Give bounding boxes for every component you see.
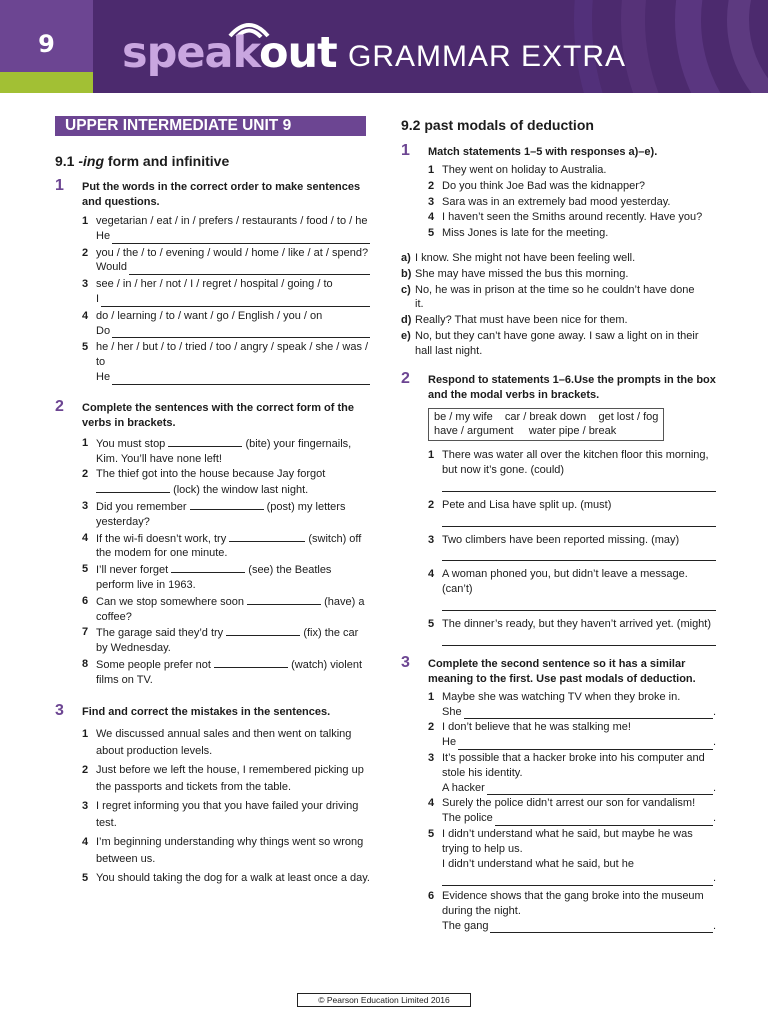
list-item: 3 I regret informing you that you have failed your driving test. <box>82 799 359 830</box>
exercise-items <box>82 214 370 385</box>
list-item: 1 Maybe she was watching TV when they broke in. She . <box>428 690 716 718</box>
gap-blank[interactable] <box>226 625 300 636</box>
list-item: 2 The thief got into the house because Jay forgot (lock) the window last night. <box>82 468 326 497</box>
logo-speak-text: speak <box>122 28 259 78</box>
list-item: a) I know. She might not have been feeling well. <box>401 251 636 264</box>
unit-number-box <box>0 0 93 72</box>
answer-line[interactable]: Would <box>96 260 370 275</box>
answer-line[interactable] <box>442 547 716 561</box>
exercise-9-1-2 <box>55 397 370 688</box>
exercise-items <box>82 726 370 888</box>
answer-line[interactable] <box>442 478 716 492</box>
list-item: d) Really? That must have been nice for them. <box>401 314 628 327</box>
answer-line[interactable]: She . <box>442 705 716 718</box>
exercise-number: 1 <box>55 177 64 194</box>
list-item: 6 Evidence shows that the gang broke into the museum during the night. The gang . <box>428 890 716 932</box>
answer-line[interactable]: The police . <box>442 812 716 825</box>
gap-blank[interactable] <box>229 531 305 542</box>
list-item: 2 Do you think Joe Bad was the kidnapper? <box>428 179 646 192</box>
answer-line[interactable]: Do <box>96 324 370 339</box>
exercise-items <box>428 690 716 934</box>
list-item: 2 I don’t believe that he was stalking me! He . <box>428 721 716 749</box>
answer-line[interactable] <box>442 513 716 527</box>
list-item: 4 do / learning / to / want / go / English / you / on Do <box>82 309 370 339</box>
list-item: 7 The garage said they’d try (fix) the car by Wednesday. <box>82 626 359 655</box>
list-item: 4 I haven’t seen the Smiths around recently. Have you? <box>428 211 703 224</box>
list-item: b) She may have missed the bus this morning. <box>401 267 629 280</box>
answer-line[interactable]: He <box>96 370 370 385</box>
exercise-9-2-3 <box>401 653 716 934</box>
section-title-9-1: 9.1 -ing form and infinitive <box>55 153 230 169</box>
exercise-instruction: Put the words in the correct order to make sentences and questions. <box>82 181 361 208</box>
exercise-instruction: Complete the sentences with the correct form of the verbs in brackets. <box>82 401 354 429</box>
header-title: GRAMMAR EXTRA <box>348 40 627 73</box>
list-item: 8 Some people prefer not (watch) violent films on TV. <box>82 657 363 686</box>
list-item: 1 There was water all over the kitchen floor this morning, but now it’s gone. (could) <box>428 448 716 492</box>
gap-blank[interactable] <box>214 657 288 668</box>
list-item: 1 We discussed annual sales and then went on talking about production levels. <box>82 727 352 758</box>
exercise-9-2-1 <box>401 142 716 241</box>
exercise-number: 1 <box>401 142 410 159</box>
list-item: 2 Pete and Lisa have split up. (must) <box>428 498 716 527</box>
green-accent-strip <box>0 72 93 93</box>
exercise-instruction: Match statements 1–5 with responses a)–e). <box>428 146 658 158</box>
list-item: 4 If the wi-fi doesn’t work, try (switch) off the modem for one minute. <box>82 531 362 560</box>
list-item: 2 you / the / to / evening / would / home / like / at / spend? Would <box>82 246 369 274</box>
exercise-number: 3 <box>55 701 64 719</box>
page-header <box>0 0 768 93</box>
exercise-instruction: Complete the second sentence so it has a similar meaning to the first. Use past modals of deduction. <box>428 657 696 685</box>
exercise-number: 2 <box>401 369 410 387</box>
list-item: 2 Just before we left the house, I remembered picking up the passports and tickets from the table. <box>82 763 364 794</box>
answer-line[interactable] <box>442 632 716 646</box>
list-item: 3 Sara was in an extremely bad mood yesterday. <box>428 195 671 208</box>
list-item: 5 he / her / but / to / tried / too / angry / speak / she / was / to He <box>82 341 369 383</box>
list-item: 5 I’ll never forget (see) the Beatles perform live in 1963. <box>82 563 332 591</box>
exercise-9-2-2 <box>401 369 716 646</box>
list-item: 6 Can we stop somewhere soon (have) a coffee? <box>82 594 365 623</box>
exercise-items <box>428 448 716 646</box>
copyright-footer: © Pearson Education Limited 2016 <box>297 993 471 1007</box>
list-item: 4 Surely the police didn’t arrest our son for vandalism! The police . <box>428 797 716 825</box>
list-item: 1 They went on holiday to Australia. <box>428 164 607 176</box>
answer-line[interactable]: The gang . <box>442 919 716 932</box>
gap-blank[interactable] <box>171 562 245 573</box>
response-list <box>401 251 716 359</box>
right-column <box>401 116 716 933</box>
answer-line[interactable]: . <box>442 871 716 886</box>
list-item: 5 I didn’t understand what he said, but maybe he was trying to help us. I didn’t understand what he said, but he . <box>428 827 716 885</box>
gap-blank[interactable] <box>96 482 170 493</box>
gap-blank[interactable] <box>247 594 321 605</box>
list-item: 3 Two climbers have been reported missing. (may) <box>428 533 716 562</box>
list-item: 1 You must stop (bite) your fingernails, Kim. You’ll have none left! <box>82 436 352 465</box>
prompt-box: be / my wife car / break down get lost / fog have / argument water pipe / break <box>428 408 664 442</box>
exercise-number: 3 <box>401 653 410 671</box>
exercise-9-1-1 <box>55 177 370 385</box>
exercise-number: 2 <box>55 397 64 415</box>
exercise-9-1-3 <box>55 701 370 888</box>
list-item: 5 The dinner’s ready, but they haven’t arrived yet. (might) <box>428 617 716 646</box>
list-item: e) No, but they can’t have gone away. I saw a light on in their hall last night. <box>401 329 699 357</box>
answer-line[interactable]: He <box>96 229 370 244</box>
answer-line[interactable]: A hacker . <box>442 781 716 794</box>
exercise-items <box>82 436 370 688</box>
list-item: 3 Did you remember (post) my letters yesterday? <box>82 499 346 528</box>
answer-line[interactable]: He . <box>442 736 716 749</box>
statement-list <box>428 163 716 241</box>
list-item: c) No, he was in prison at the time so he couldn’t have done it. <box>401 283 695 311</box>
list-item: 5 Miss Jones is late for the meeting. <box>428 227 609 240</box>
unit-number: 9 <box>38 30 55 58</box>
answer-line[interactable] <box>442 597 716 611</box>
gap-blank[interactable] <box>168 436 242 447</box>
exercise-instruction: Find and correct the mistakes in the sentences. <box>82 705 331 718</box>
logo-out-text: out <box>259 28 337 78</box>
list-item: 5 You should taking the dog for a walk at least once a day. <box>82 871 370 884</box>
speakout-logo <box>122 28 337 78</box>
exercise-instruction: Respond to statements 1–6.Use the prompts in the box and the modal verbs in brackets. <box>428 373 716 401</box>
list-item: 3 see / in / her / not / I / regret / hospital / going / to I <box>82 277 370 307</box>
list-item: 1 vegetarian / eat / in / prefers / restaurants / food / to / he He <box>82 214 370 244</box>
list-item: 4 A woman phoned you, but didn’t leave a message. (can’t) <box>428 567 716 611</box>
gap-blank[interactable] <box>190 499 264 510</box>
section-title-9-2: 9.2 past modals of deduction <box>401 117 594 133</box>
list-item: 4 I’m beginning understanding why things went so wrong between us. <box>82 835 364 866</box>
left-column <box>55 116 370 887</box>
list-item: 3 It’s possible that a hacker broke into his computer and stole his identity. A hacker . <box>428 751 716 794</box>
answer-line[interactable]: I <box>96 292 370 307</box>
unit-banner: UPPER INTERMEDIATE UNIT 9 <box>55 116 366 136</box>
